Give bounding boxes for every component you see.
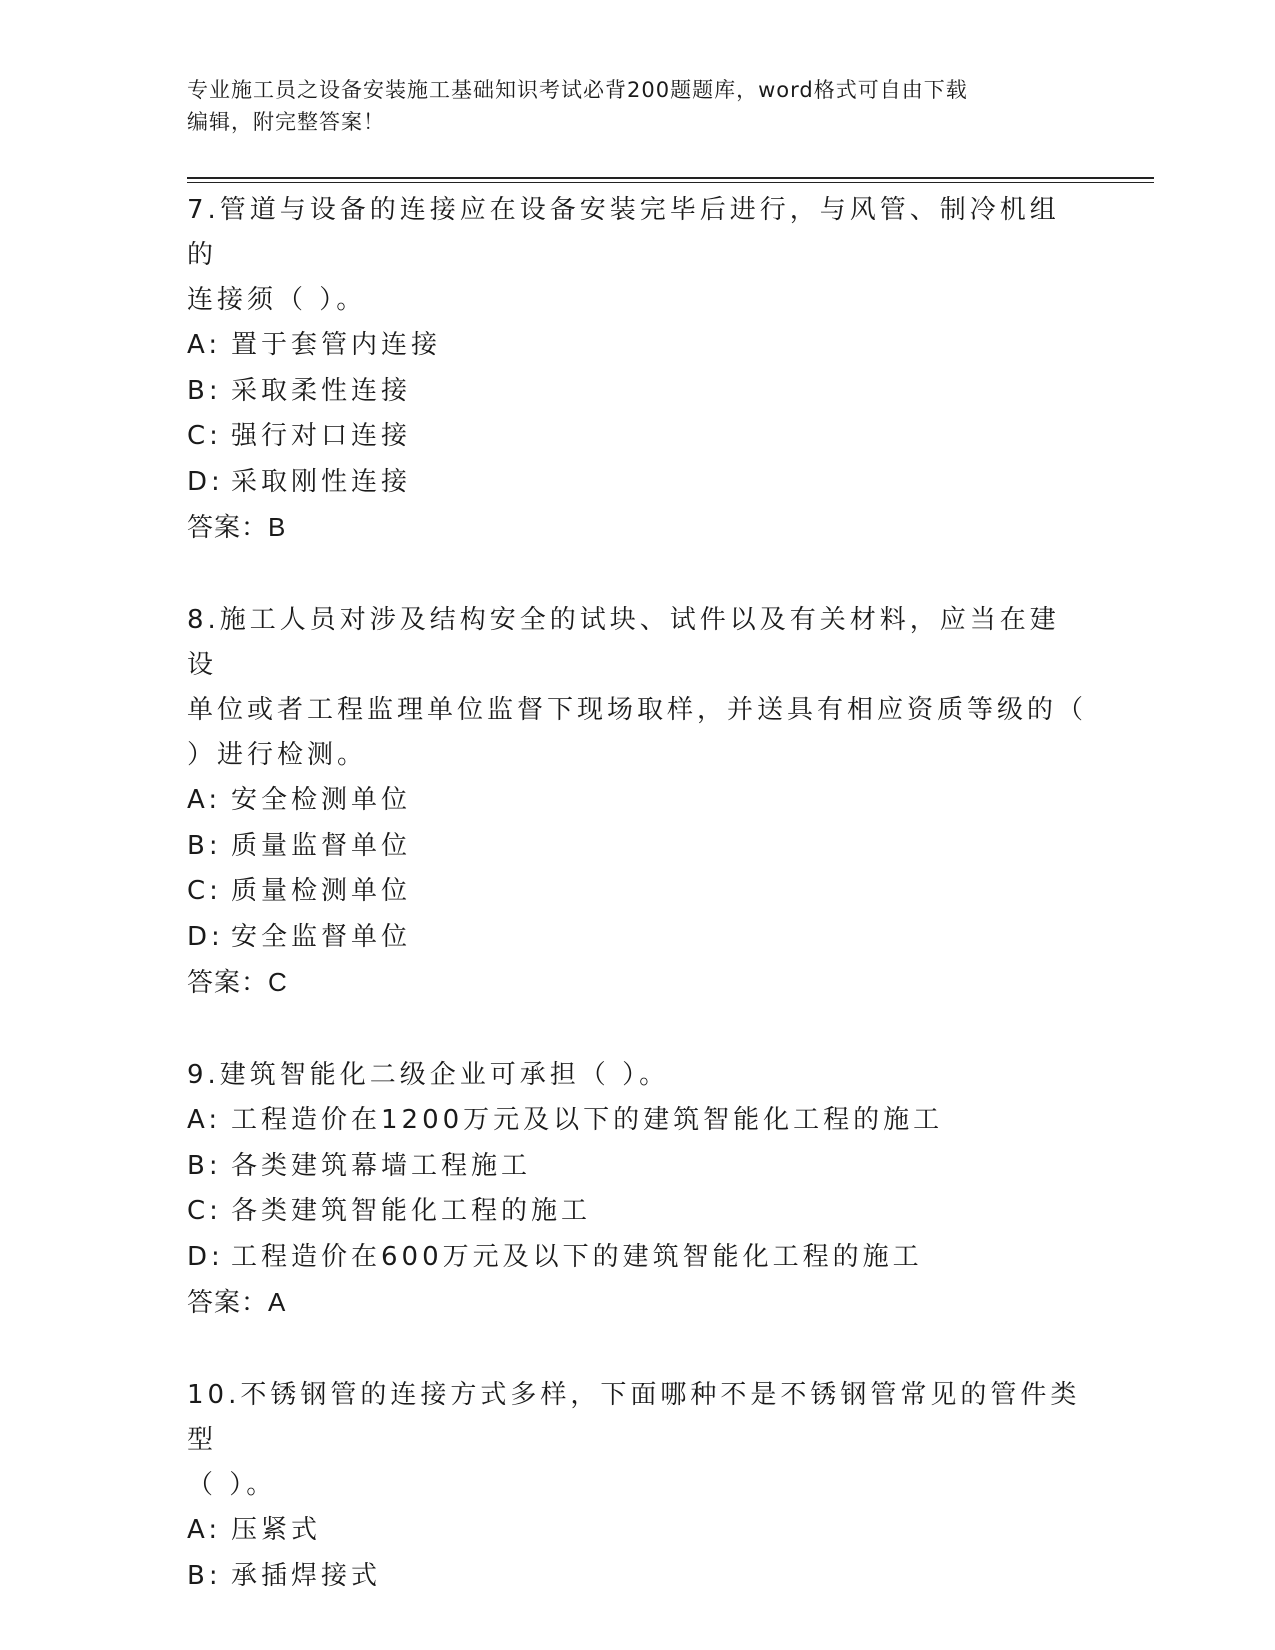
option-a bbox=[187, 323, 1087, 369]
answer-line bbox=[187, 1280, 1087, 1326]
option-a bbox=[187, 778, 1087, 824]
option-d bbox=[187, 915, 1087, 961]
option-c bbox=[187, 414, 1087, 460]
header-divider bbox=[187, 177, 1154, 179]
question-text-line: 10.不锈钢管的连接方式多样，下面哪种不是不锈钢管常见的管件类型 bbox=[187, 1380, 1081, 1455]
option-a bbox=[187, 1508, 1087, 1554]
option-key: D: bbox=[187, 466, 224, 497]
option-key: B: bbox=[187, 1560, 222, 1591]
answer-label: 答案： bbox=[187, 513, 269, 543]
answer-line bbox=[187, 505, 1087, 551]
header-line-2: 编辑，附完整答案！ bbox=[187, 110, 385, 134]
answer-label: 答案： bbox=[187, 1288, 269, 1318]
option-text: 压紧式 bbox=[231, 1515, 322, 1545]
option-d bbox=[187, 460, 1087, 506]
option-text: 各类建筑智能化工程的施工 bbox=[231, 1196, 592, 1226]
answer-value: B bbox=[268, 512, 287, 542]
question-10 bbox=[187, 1373, 1087, 1599]
question-text-line: 9.建筑智能化二级企业可承担（ ）。 bbox=[187, 1060, 670, 1090]
answer-value: C bbox=[268, 967, 288, 997]
option-key: A: bbox=[187, 1515, 222, 1545]
question-text-line: 连接须（ ）。 bbox=[187, 285, 367, 315]
option-c bbox=[187, 869, 1087, 915]
option-text: 承插焊接式 bbox=[231, 1560, 382, 1591]
option-key: A: bbox=[187, 785, 222, 815]
option-key: D: bbox=[187, 1241, 224, 1272]
option-key: C: bbox=[187, 1196, 222, 1226]
option-d bbox=[187, 1235, 1087, 1281]
option-key: D: bbox=[187, 921, 224, 952]
question-list bbox=[187, 188, 1087, 1599]
header-line-1: 专业施工员之设备安装施工基础知识考试必背200题题库，word格式可自由下载 bbox=[187, 78, 968, 102]
question-9 bbox=[187, 1053, 1087, 1326]
option-c bbox=[187, 1189, 1087, 1235]
question-text-line: （ ）。 bbox=[187, 1470, 277, 1500]
question-text-line: 单位或者工程监理单位监督下现场取样，并送具有相应资质等级的（ bbox=[187, 695, 1088, 725]
option-key: C: bbox=[187, 421, 222, 451]
option-a bbox=[187, 1098, 1087, 1144]
option-b bbox=[187, 1554, 1087, 1600]
option-key: A: bbox=[187, 1105, 222, 1135]
question-text-line: 7.管道与设备的连接应在设备安装完毕后进行，与风管、制冷机组的 bbox=[187, 195, 1060, 270]
option-text: 各类建筑幕墙工程施工 bbox=[231, 1150, 532, 1181]
document-header bbox=[187, 74, 1067, 138]
option-b bbox=[187, 824, 1087, 870]
option-text: 安全检测单位 bbox=[231, 785, 412, 815]
option-key: C: bbox=[187, 876, 222, 906]
option-b bbox=[187, 369, 1087, 415]
option-text: 质量检测单位 bbox=[231, 876, 412, 906]
option-b bbox=[187, 1144, 1087, 1190]
option-text: 强行对口连接 bbox=[231, 421, 412, 451]
question-8 bbox=[187, 598, 1087, 1006]
option-text: 安全监督单位 bbox=[231, 921, 412, 952]
option-text: 质量监督单位 bbox=[231, 830, 412, 861]
question-text-line: 8.施工人员对涉及结构安全的试块、试件以及有关材料，应当在建设 bbox=[187, 605, 1060, 680]
option-text: 工程造价在600万元及以下的建筑智能化工程的施工 bbox=[231, 1241, 923, 1272]
header-divider-thin bbox=[187, 182, 1154, 183]
option-text: 采取刚性连接 bbox=[231, 466, 412, 497]
answer-value: A bbox=[268, 1287, 287, 1317]
option-key: A: bbox=[187, 330, 222, 360]
option-text: 采取柔性连接 bbox=[231, 375, 412, 406]
option-text: 工程造价在1200万元及以下的建筑智能化工程的施工 bbox=[231, 1105, 944, 1135]
option-key: B: bbox=[187, 375, 222, 406]
answer-line bbox=[187, 960, 1087, 1006]
option-text: 置于套管内连接 bbox=[231, 330, 442, 360]
question-text-line: ）进行检测。 bbox=[187, 740, 368, 770]
answer-label: 答案： bbox=[187, 968, 269, 998]
option-key: B: bbox=[187, 1150, 222, 1181]
option-key: B: bbox=[187, 830, 222, 861]
question-7 bbox=[187, 188, 1087, 551]
